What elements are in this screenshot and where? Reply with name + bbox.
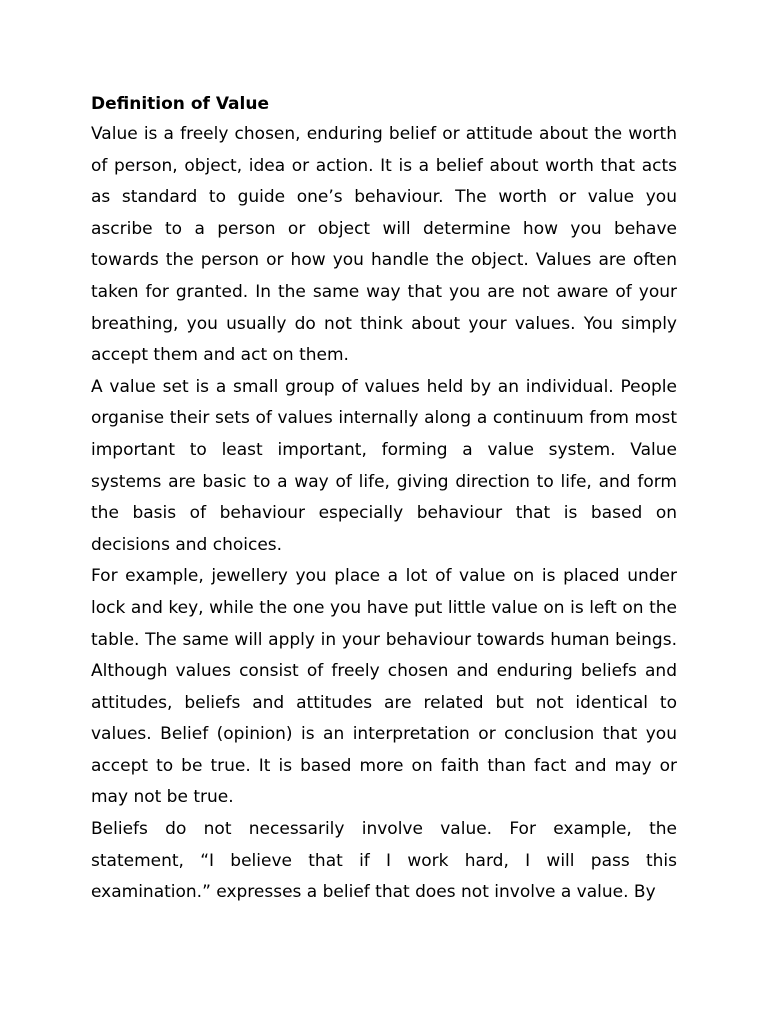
paragraph-beliefs: Beliefs do not necessarily involve value. For example, the statement, “I believe that if I work hard, I will pass this examination.” expresses a belief that does not involve a value. By — [91, 819, 677, 903]
paragraph-definition: Value is a freely chosen, enduring belief or attitude about the worth of person, object, idea or action. It is a belief about worth that acts as standard to guide one’s behaviour. The worth or value you ascribe to a person or object will determine how you behave towards the person or how you handle the object. Values are often taken for granted. In the same way that you are not aware of your breathing, you usually do not think about your values. You simply accept them and act on them. — [91, 124, 677, 366]
document-heading: Definition of Value — [91, 94, 269, 114]
paragraph-value-set: A value set is a small group of values held by an individual. People organise their sets of values internally along a continuum from most important to least important, forming a value system. Value systems are basic to a way of life, giving direction to life, and form the basis of behaviour especially behaviour that is based on decisions and choices. — [91, 376, 677, 555]
document-page — [91, 89, 677, 909]
paragraph-example-jewellery: For example, jewellery you place a lot of value on is placed under lock and key, while the one you have put little value on is left on the table. The same will apply in your behaviour towards human beings. Although values consist of freely chosen and enduring beliefs and attitudes, beliefs and attitudes are related but not identical to values. Belief (opinion) is an interpretation or conclusion that you accept to be true. It is based more on faith than fact and may or may not be true. — [91, 566, 677, 808]
